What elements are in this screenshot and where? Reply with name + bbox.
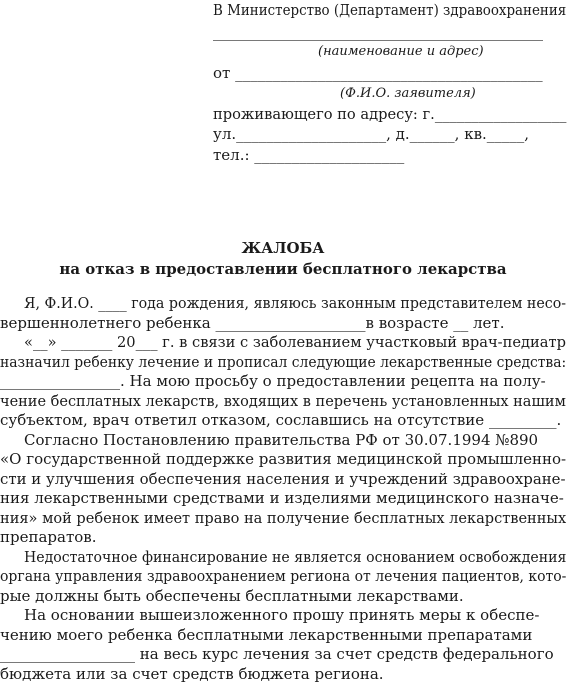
body-line: «__» _______ 20___ г. в связи с заболеванием участковый врач-педиатр [24,333,566,351]
body-line: бюджета или за счет средств бюджета региона. [0,665,384,683]
header-blank: ____________________________________________ [213,23,543,41]
body-line: чению моего ребенка бесплатными лекарственными препаратами [0,626,533,644]
body-line: органа управления здравоохранением региона от лечения пациентов, кото- [0,567,567,585]
body-line: рые должны быть обеспечены бесплатными лекарствами. [0,587,464,605]
body-line: чение бесплатных лекарств, входящих в перечень установленных нашим [0,392,566,410]
header-tel: тел.: ____________________ [213,146,405,164]
body-line: На основании вышеизложенного прошу принять меры к обеспе- [24,606,540,624]
body-line: Недостаточное финансирование не является основанием освобождения [24,548,567,566]
body-line: субъектом, врач ответил отказом, сославшись на отсутствие _________. [0,411,562,429]
header-address: проживающего по адресу: г.__________________ [213,105,567,123]
body-line: Я, Ф.И.О. ____ года рождения, являюсь законным представителем несо- [24,294,567,312]
body-line: назначил ребенку лечение и прописал следующие лекарственные средства: [0,353,567,371]
body-line: препаратов. [0,528,97,546]
body-line: ________________. На мою просьбу о предоставлении рецепта на полу- [0,372,546,390]
body-line: ния лекарственными средствами и изделиями медицинского назначе- [0,489,564,507]
body-line: ния» мой ребенок имеет право на получение бесплатных лекарственных [0,509,567,527]
body-line: __________________ на весь курс лечения за счет средств федерального [0,645,554,663]
document-subtitle: на отказ в предоставлении бесплатного лекарства [59,260,507,278]
body-line: сти и улучшения обеспечения населения и учреждений здравоохране- [0,470,566,488]
header-hint-fio: (Ф.И.О. заявителя) [340,86,476,101]
body-line: вершеннолетнего ребенка ____________________в возрасте __ лет. [0,314,505,332]
header-street: ул.____________________, д.______, кв._____, [213,125,530,143]
header-hint-name: (наименование и адрес) [318,44,484,59]
header-to: В Министерство (Департамент) здравоохранения [213,1,567,19]
header-from: от _________________________________________ [213,64,543,82]
body-line: Согласно Постановлению правительства РФ от 30.07.1994 №890 [24,431,539,449]
body-line: «О государственной поддержке развития медицинской промышленно- [0,450,567,468]
document-title: ЖАЛОБА [241,239,325,257]
